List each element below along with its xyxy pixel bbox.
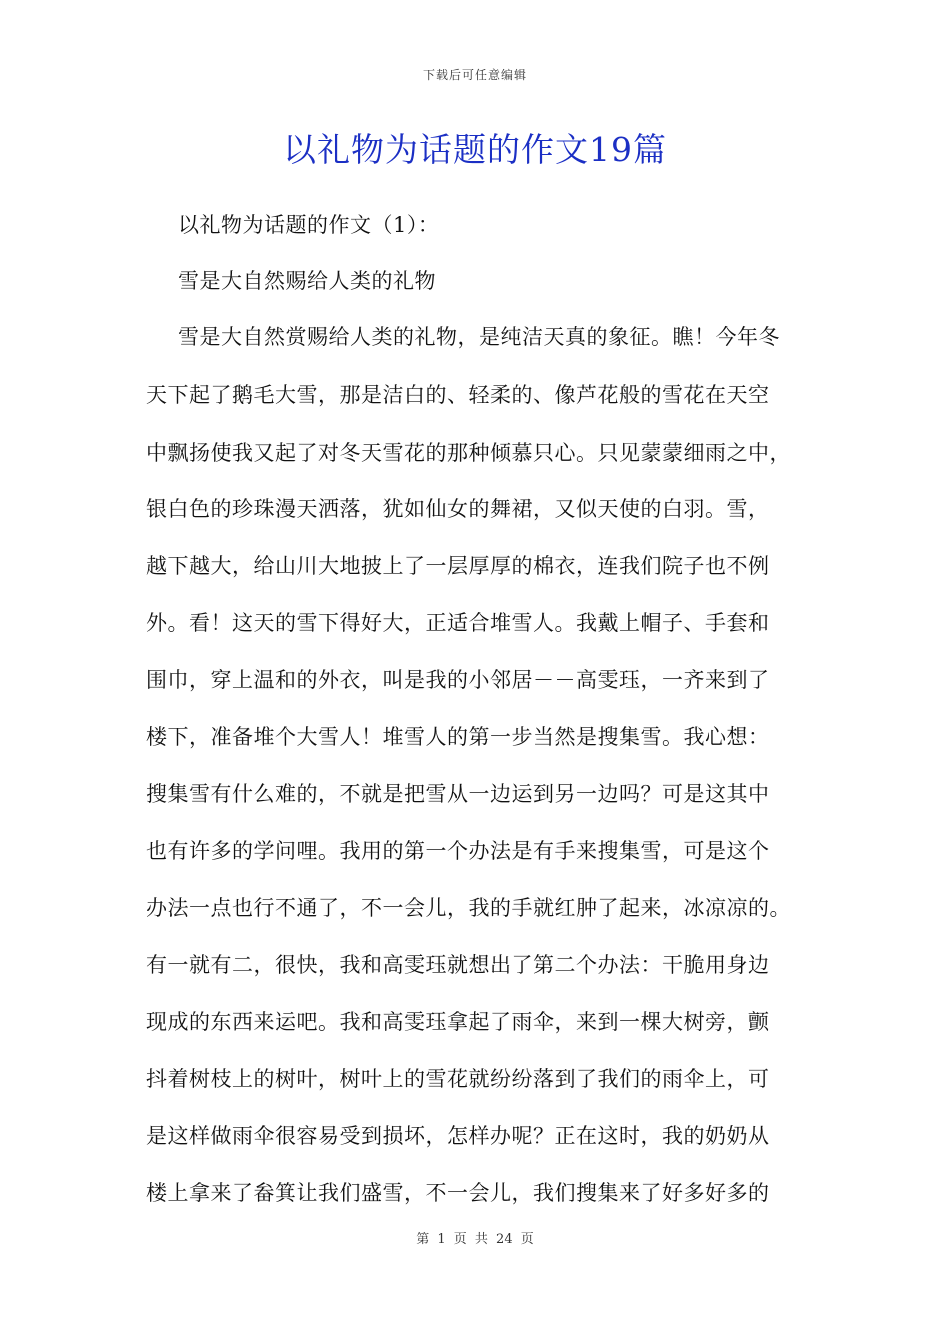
body-line: 楼下，准备堆个大雪人！堆雪人的第一步当然是搜集雪。我心想： xyxy=(146,725,770,749)
body-line: 天下起了鹅毛大雪，那是洁白的、轻柔的、像芦花般的雪花在天空 xyxy=(146,383,770,407)
body-line: 办法一点也行不通了，不一会儿，我的手就红肿了起来，冰凉凉的。 xyxy=(146,896,791,920)
body-line: 搜集雪有什么难的，不就是把雪从一边运到另一边吗？可是这其中 xyxy=(146,782,770,806)
body-line: 是这样做雨伞很容易受到损坏，怎样办呢？正在这时，我的奶奶从 xyxy=(146,1124,770,1148)
essay-title: 雪是大自然赐给人类的礼物 xyxy=(178,269,436,293)
body-line: 越下越大，给山川大地披上了一层厚厚的棉衣，连我们院子也不例 xyxy=(146,554,770,578)
body-line: 有一就有二，很快，我和高雯珏就想出了第二个办法：干脆用身边 xyxy=(146,953,770,977)
page-header: 下载后可任意编辑 xyxy=(422,68,527,82)
body-line: 围巾，穿上温和的外衣，叫是我的小邻居－－高雯珏，一齐来到了 xyxy=(146,668,770,692)
body-line: 楼上拿来了畚箕让我们盛雪，不一会儿，我们搜集来了好多好多的 xyxy=(146,1181,770,1205)
body-line: 银白色的珍珠漫天洒落，犹如仙女的舞裙，又似天使的白羽。雪， xyxy=(146,497,770,521)
document-title: 以礼物为话题的作文19篇 xyxy=(283,130,667,169)
body-line: 中飘扬使我又起了对冬天雪花的那种倾慕只心。只见蒙蒙细雨之中， xyxy=(146,441,791,465)
section-heading: 以礼物为话题的作文（1）： xyxy=(178,213,440,237)
body-line: 外。看！这天的雪下得好大，正适合堆雪人。我戴上帽子、手套和 xyxy=(146,611,770,635)
page-footer: 第 1 页 共 24 页 xyxy=(416,1232,534,1247)
body-line: 雪是大自然赏赐给人类的礼物，是纯洁天真的象征。瞧！今年冬 xyxy=(178,325,780,349)
body-line: 也有许多的学问哩。我用的第一个办法是有手来搜集雪，可是这个 xyxy=(146,839,770,863)
body-line: 抖着树枝上的树叶，树叶上的雪花就纷纷落到了我们的雨伞上，可 xyxy=(146,1067,770,1091)
body-line: 现成的东西来运吧。我和高雯珏拿起了雨伞，来到一棵大树旁，颤 xyxy=(146,1010,770,1034)
